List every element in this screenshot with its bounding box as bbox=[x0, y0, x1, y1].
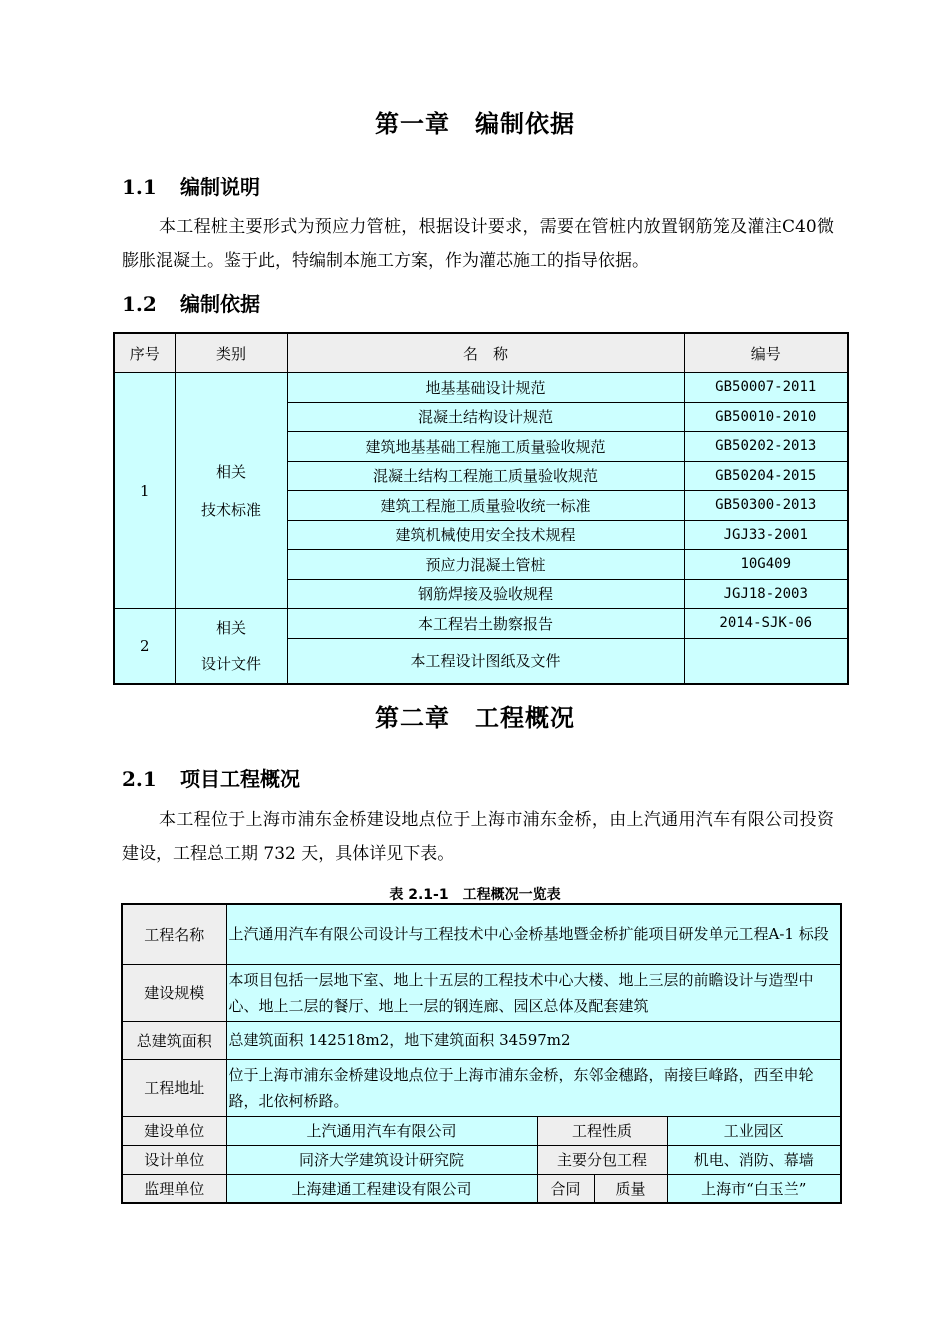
document-code: 2014-SJK-06 bbox=[684, 609, 848, 639]
address-label: 工程地址 bbox=[122, 1059, 226, 1116]
supervisor-label: 监理单位 bbox=[122, 1174, 226, 1203]
designer-label: 设计单位 bbox=[122, 1145, 226, 1174]
subcontract-label: 主要分包工程 bbox=[537, 1145, 667, 1174]
standard-name: 混凝土结构工程施工质量验收规范 bbox=[287, 461, 684, 491]
project-name-label: 工程名称 bbox=[122, 904, 226, 964]
chapter-1-title: 第一章 编制依据 bbox=[375, 109, 575, 138]
section-title: 项目工程概况 bbox=[180, 767, 300, 791]
supervisor-value: 上海建通工程建设有限公司 bbox=[226, 1174, 537, 1203]
builder-label: 建设单位 bbox=[122, 1116, 226, 1145]
section-number: 1.1 bbox=[122, 175, 157, 199]
table-row bbox=[114, 609, 848, 639]
project-name-value: 上汽通用汽车有限公司设计与工程技术中心金桥基地暨金桥扩能项目研发单元工程A-1 标段 bbox=[226, 904, 841, 964]
address-value: 位于上海市浦东金桥建设地点位于上海市浦东金桥，东邻金穗路，南接巨峰路，西至申轮路，北依柯桥路。 bbox=[226, 1059, 841, 1116]
nature-label: 工程性质 bbox=[537, 1116, 667, 1145]
basis-table bbox=[113, 332, 849, 685]
standard-code: GB50202-2013 bbox=[684, 432, 848, 462]
table-header-row bbox=[114, 333, 848, 373]
table-row bbox=[122, 1116, 841, 1145]
quality-value: 上海市“白玉兰” bbox=[667, 1174, 841, 1203]
category-line: 相关 bbox=[215, 462, 246, 481]
group-number: 1 bbox=[114, 373, 175, 609]
contract-label: 合同 bbox=[537, 1174, 594, 1203]
quality-label: 质量 bbox=[594, 1174, 667, 1203]
table-row bbox=[122, 1174, 841, 1203]
table-row bbox=[122, 1145, 841, 1174]
section-number: 1.2 bbox=[122, 292, 157, 316]
standard-name: 混凝土结构设计规范 bbox=[287, 402, 684, 432]
chapter-2-title: 第二章 工程概况 bbox=[375, 703, 575, 732]
document-name: 本工程岩土勘察报告 bbox=[287, 609, 684, 639]
group-number: 2 bbox=[114, 609, 175, 684]
standard-name: 钢筋焊接及验收规程 bbox=[287, 579, 684, 609]
standard-name: 地基基础设计规范 bbox=[287, 373, 684, 403]
category-line: 技术标准 bbox=[200, 500, 261, 519]
document-name: 本工程设计图纸及文件 bbox=[287, 638, 684, 684]
standard-name: 建筑工程施工质量验收统一标准 bbox=[287, 491, 684, 521]
section-1-1-heading bbox=[122, 171, 260, 200]
section-1-1-paragraph: 本工程桩主要形式为预应力管桩，根据设计要求，需要在管桩内放置钢筋笼及灌注C40微膨胀混凝土。鉴于此，特编制本施工方案，作为灌芯施工的指导依据。 bbox=[122, 217, 834, 271]
table-row bbox=[122, 1021, 841, 1059]
header-cell: 序号 bbox=[114, 333, 175, 373]
section-1-2-heading bbox=[122, 288, 260, 317]
nature-value: 工业园区 bbox=[667, 1116, 841, 1145]
table-row bbox=[122, 904, 841, 964]
standard-name: 预应力混凝土管桩 bbox=[287, 550, 684, 580]
subcontract-value: 机电、消防、幕墙 bbox=[667, 1145, 841, 1174]
standard-code: GB50300-2013 bbox=[684, 491, 848, 521]
table-caption: 表 2.1-1 工程概况一览表 bbox=[389, 887, 561, 903]
section-2-1-paragraph: 本工程位于上海市浦东金桥建设地点位于上海市浦东金桥，由上汽通用汽车有限公司投资建设，工程总工期 732 天，具体详见下表。 bbox=[122, 810, 834, 864]
section-title: 编制说明 bbox=[180, 175, 260, 199]
standard-name: 建筑机械使用安全技术规程 bbox=[287, 520, 684, 550]
area-value: 总建筑面积 142518m2，地下建筑面积 34597m2 bbox=[226, 1021, 841, 1059]
section-number: 2.1 bbox=[122, 767, 157, 791]
category-line: 设计文件 bbox=[200, 654, 261, 673]
group-category bbox=[175, 609, 287, 684]
standard-code: 10G409 bbox=[684, 550, 848, 580]
overview-table bbox=[121, 903, 842, 1204]
scale-label: 建设规模 bbox=[122, 964, 226, 1021]
standard-code: JGJ33-2001 bbox=[684, 520, 848, 550]
table-row bbox=[122, 964, 841, 1021]
section-title: 编制依据 bbox=[180, 292, 260, 316]
standard-code: GB50007-2011 bbox=[684, 373, 848, 403]
standard-name: 建筑地基基础工程施工质量验收规范 bbox=[287, 432, 684, 462]
designer-value: 同济大学建筑设计研究院 bbox=[226, 1145, 537, 1174]
header-cell: 名 称 bbox=[287, 333, 684, 373]
category-line: 相关 bbox=[215, 618, 246, 637]
standard-code: JGJ18-2003 bbox=[684, 579, 848, 609]
header-cell: 编号 bbox=[684, 333, 848, 373]
header-cell: 类别 bbox=[175, 333, 287, 373]
table-row bbox=[114, 373, 848, 403]
document-code bbox=[684, 638, 848, 684]
standard-code: GB50010-2010 bbox=[684, 402, 848, 432]
scale-value: 本项目包括一层地下室、地上十五层的工程技术中心大楼、地上三层的前瞻设计与造型中心、地上二层的餐厅、地上一层的钢连廊、园区总体及配套建筑 bbox=[226, 964, 841, 1021]
group-category bbox=[175, 373, 287, 609]
section-2-1-heading bbox=[122, 763, 300, 792]
standard-code: GB50204-2015 bbox=[684, 461, 848, 491]
builder-value: 上汽通用汽车有限公司 bbox=[226, 1116, 537, 1145]
table-row bbox=[122, 1059, 841, 1116]
area-label: 总建筑面积 bbox=[122, 1021, 226, 1059]
